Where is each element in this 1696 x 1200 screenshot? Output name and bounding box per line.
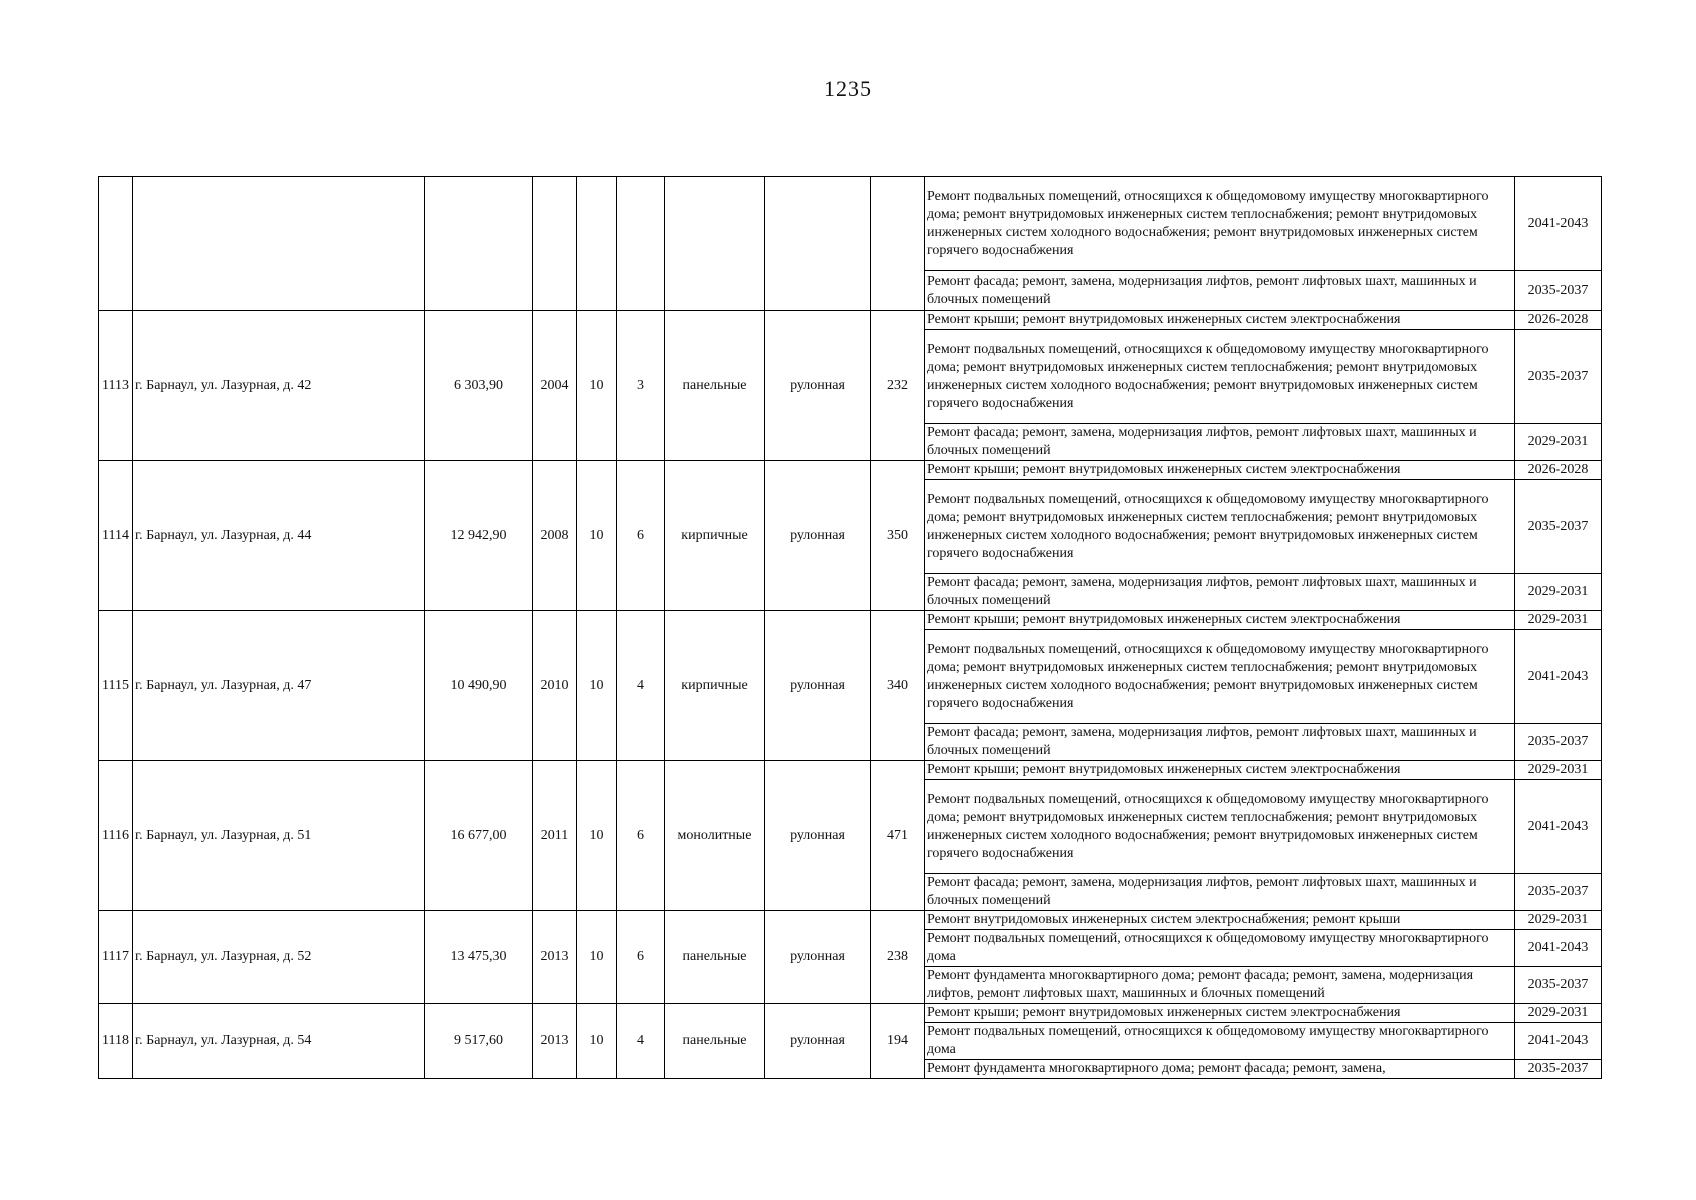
repair-work-cell: Ремонт подвальных помещений, относящихся к общедомовому имуществу многоквартирного дома; ремонт внутридомовых инженерных систем теплоснабжения; ремонт внутридомовых инженерных систем холодного водоснабжения; ремонт внутридомовых инженерных систем горячего водоснабжения [925,177,1515,271]
residents-cell: 194 [871,1004,925,1079]
area-cell: 9 517,60 [425,1004,533,1079]
table-row [99,461,1602,480]
wall-material-cell: кирпичные [665,461,765,611]
repair-work-cell: Ремонт подвальных помещений, относящихся к общедомовому имуществу многоквартирного дома [925,930,1515,967]
entrances-cell: 4 [617,611,665,761]
repair-period-cell: 2035-2037 [1515,724,1602,761]
repair-work-cell: Ремонт подвальных помещений, относящихся к общедомовому имуществу многоквартирного дома [925,1023,1515,1060]
year-built-cell: 2013 [533,911,577,1004]
floors-cell: 10 [577,311,617,461]
repair-work-cell: Ремонт фундамента многоквартирного дома; ремонт фасада; ремонт, замена, модернизация лифтов, ремонт лифтовых шахт, машинных и блочных помещений [925,967,1515,1004]
floors-cell: 10 [577,761,617,911]
repair-work-cell: Ремонт фасада; ремонт, замена, модернизация лифтов, ремонт лифтовых шахт, машинных и блочных помещений [925,424,1515,461]
page-number: 1235 [824,76,872,101]
repair-work-cell: Ремонт крыши; ремонт внутридомовых инженерных систем электроснабжения [925,311,1515,330]
repair-work-cell: Ремонт подвальных помещений, относящихся к общедомовому имуществу многоквартирного дома; ремонт внутридомовых инженерных систем теплоснабжения; ремонт внутридомовых инженерных систем холодного водоснабжения; ремонт внутридомовых инженерных систем горячего водоснабжения [925,480,1515,574]
residents-cell: 232 [871,311,925,461]
wall-material-cell: кирпичные [665,611,765,761]
repair-work-cell: Ремонт крыши; ремонт внутридомовых инженерных систем электроснабжения [925,461,1515,480]
repair-period-cell: 2035-2037 [1515,271,1602,311]
floors-cell [577,177,617,311]
entrances-cell: 3 [617,311,665,461]
repair-period-cell: 2026-2028 [1515,461,1602,480]
record-number: 1117 [99,911,133,1004]
area-cell: 12 942,90 [425,461,533,611]
address-cell: г. Барнаул, ул. Лазурная, д. 52 [133,911,425,1004]
year-built-cell: 2010 [533,611,577,761]
table-row [99,311,1602,330]
wall-material-cell: панельные [665,311,765,461]
area-cell: 10 490,90 [425,611,533,761]
area-cell: 6 303,90 [425,311,533,461]
repair-period-cell: 2041-2043 [1515,780,1602,874]
address-cell: г. Барнаул, ул. Лазурная, д. 42 [133,311,425,461]
repair-work-cell: Ремонт внутридомовых инженерных систем электроснабжения; ремонт крыши [925,911,1515,930]
repair-period-cell: 2035-2037 [1515,967,1602,1004]
roof-type-cell [765,177,871,311]
roof-type-cell: рулонная [765,461,871,611]
roof-type-cell: рулонная [765,761,871,911]
table-row [99,611,1602,630]
area-cell: 16 677,00 [425,761,533,911]
record-number: 1114 [99,461,133,611]
roof-type-cell: рулонная [765,311,871,461]
floors-cell: 10 [577,911,617,1004]
table-row [99,177,1602,271]
floors-cell: 10 [577,1004,617,1079]
table-row [99,1004,1602,1023]
year-built-cell: 2013 [533,1004,577,1079]
entrances-cell: 4 [617,1004,665,1079]
repair-work-cell: Ремонт крыши; ремонт внутридомовых инженерных систем электроснабжения [925,611,1515,630]
residents-cell: 340 [871,611,925,761]
repair-work-cell: Ремонт фундамента многоквартирного дома; ремонт фасада; ремонт, замена, [925,1060,1515,1079]
residents-cell: 350 [871,461,925,611]
year-built-cell: 2008 [533,461,577,611]
roof-type-cell: рулонная [765,611,871,761]
residents-cell [871,177,925,311]
housing-repair-table [98,176,1602,1079]
entrances-cell [617,177,665,311]
record-number: 1116 [99,761,133,911]
year-built-cell: 2004 [533,311,577,461]
record-number: 1118 [99,1004,133,1079]
area-cell: 13 475,30 [425,911,533,1004]
wall-material-cell: панельные [665,911,765,1004]
record-number: 1115 [99,611,133,761]
address-cell [133,177,425,311]
residents-cell: 471 [871,761,925,911]
repair-period-cell: 2029-2031 [1515,911,1602,930]
repair-period-cell: 2035-2037 [1515,1060,1602,1079]
repair-work-cell: Ремонт фасада; ремонт, замена, модернизация лифтов, ремонт лифтовых шахт, машинных и блочных помещений [925,874,1515,911]
wall-material-cell: панельные [665,1004,765,1079]
repair-period-cell: 2035-2037 [1515,480,1602,574]
address-cell: г. Барнаул, ул. Лазурная, д. 51 [133,761,425,911]
repair-period-cell: 2041-2043 [1515,930,1602,967]
repair-period-cell: 2029-2031 [1515,574,1602,611]
repair-period-cell: 2026-2028 [1515,311,1602,330]
repair-work-cell: Ремонт подвальных помещений, относящихся к общедомовому имуществу многоквартирного дома; ремонт внутридомовых инженерных систем теплоснабжения; ремонт внутридомовых инженерных систем холодного водоснабжения; ремонт внутридомовых инженерных систем горячего водоснабжения [925,330,1515,424]
table-row [99,911,1602,930]
entrances-cell: 6 [617,911,665,1004]
table-body [99,177,1602,1079]
record-number [99,177,133,311]
address-cell: г. Барнаул, ул. Лазурная, д. 44 [133,461,425,611]
repair-work-cell: Ремонт крыши; ремонт внутридомовых инженерных систем электроснабжения [925,1004,1515,1023]
repair-work-cell: Ремонт подвальных помещений, относящихся к общедомовому имуществу многоквартирного дома; ремонт внутридомовых инженерных систем теплоснабжения; ремонт внутридомовых инженерных систем холодного водоснабжения; ремонт внутридомовых инженерных систем горячего водоснабжения [925,630,1515,724]
repair-period-cell: 2041-2043 [1515,1023,1602,1060]
area-cell [425,177,533,311]
entrances-cell: 6 [617,761,665,911]
address-cell: г. Барнаул, ул. Лазурная, д. 47 [133,611,425,761]
repair-period-cell: 2035-2037 [1515,874,1602,911]
address-cell: г. Барнаул, ул. Лазурная, д. 54 [133,1004,425,1079]
repair-period-cell: 2029-2031 [1515,611,1602,630]
repair-work-cell: Ремонт фасада; ремонт, замена, модернизация лифтов, ремонт лифтовых шахт, машинных и блочных помещений [925,724,1515,761]
repair-work-cell: Ремонт фасада; ремонт, замена, модернизация лифтов, ремонт лифтовых шахт, машинных и блочных помещений [925,574,1515,611]
year-built-cell [533,177,577,311]
repair-work-cell: Ремонт крыши; ремонт внутридомовых инженерных систем электроснабжения [925,761,1515,780]
wall-material-cell: монолитные [665,761,765,911]
repair-work-cell: Ремонт фасада; ремонт, замена, модернизация лифтов, ремонт лифтовых шахт, машинных и блочных помещений [925,271,1515,311]
wall-material-cell [665,177,765,311]
entrances-cell: 6 [617,461,665,611]
record-number: 1113 [99,311,133,461]
repair-period-cell: 2029-2031 [1515,761,1602,780]
floors-cell: 10 [577,611,617,761]
year-built-cell: 2011 [533,761,577,911]
repair-period-cell: 2041-2043 [1515,630,1602,724]
table-row [99,761,1602,780]
repair-period-cell: 2029-2031 [1515,1004,1602,1023]
repair-period-cell: 2041-2043 [1515,177,1602,271]
repair-work-cell: Ремонт подвальных помещений, относящихся к общедомовому имуществу многоквартирного дома; ремонт внутридомовых инженерных систем теплоснабжения; ремонт внутридомовых инженерных систем холодного водоснабжения; ремонт внутридомовых инженерных систем горячего водоснабжения [925,780,1515,874]
repair-period-cell: 2029-2031 [1515,424,1602,461]
roof-type-cell: рулонная [765,1004,871,1079]
roof-type-cell: рулонная [765,911,871,1004]
floors-cell: 10 [577,461,617,611]
residents-cell: 238 [871,911,925,1004]
repair-period-cell: 2035-2037 [1515,330,1602,424]
